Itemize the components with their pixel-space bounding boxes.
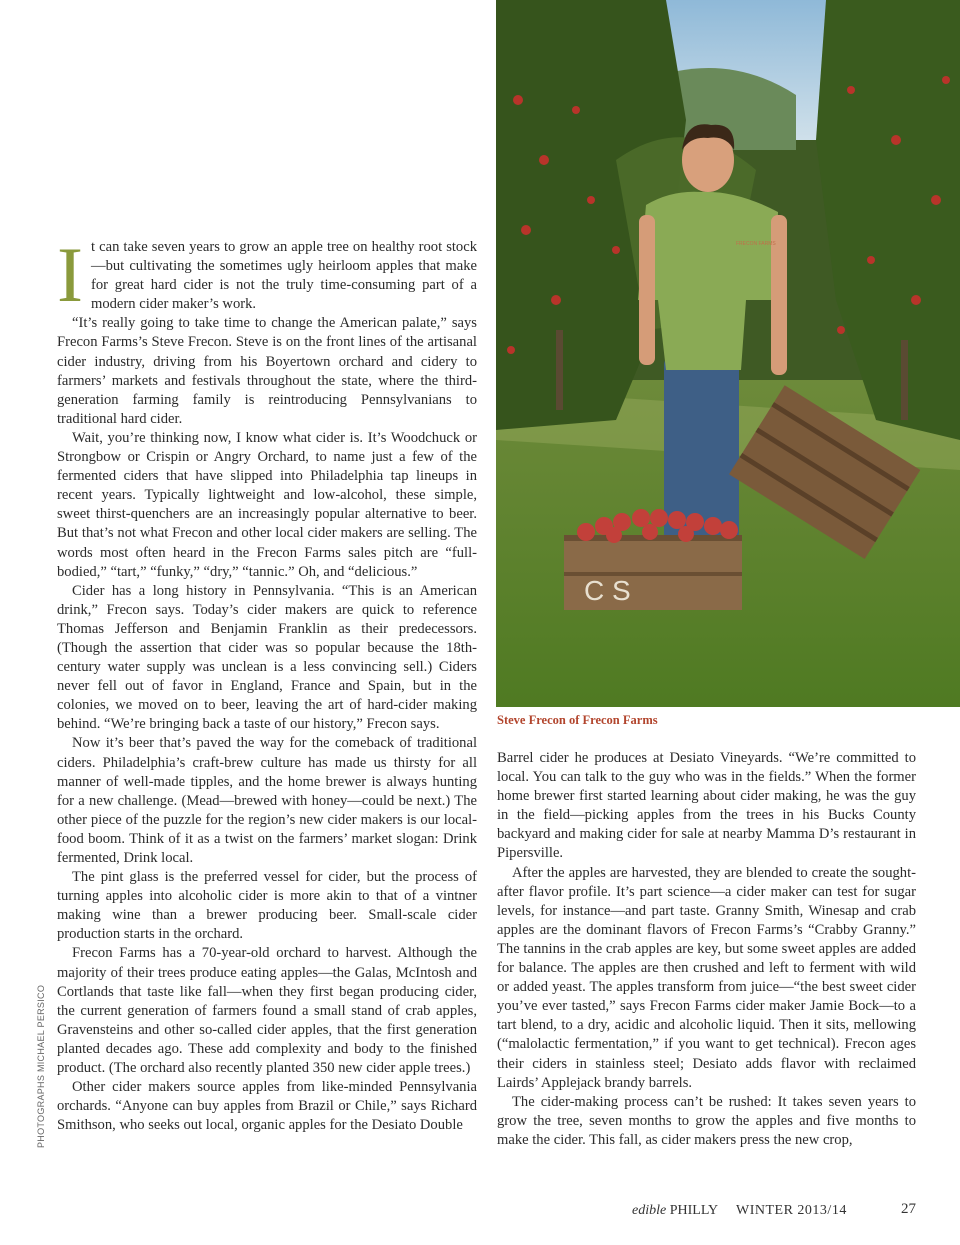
article-right-column bbox=[497, 749, 916, 1150]
paragraph-7: Frecon Farms has a 70-year-old orchard to harvest. Although the majority of their trees produce eating apples—the Galas, McIntosh and Cortlands that taste like fall—when they first began producing cider, the current generation of farmers found a small stand of crab apples, Gravensteins and other so-called cider apples, that the first generation planted decades ago. These add complexity and body to the finished product. (The orchard also recently planted 350 new cider apple trees.) bbox=[57, 945, 477, 1077]
paragraph-1: It can take seven years to grow an apple tree on healthy root stock—but cultivating the sometimes ugly heirloom apples that make for great hard cider is not the truly time-consuming part of a modern cider maker’s work. bbox=[57, 231, 477, 318]
paragraph-10: After the apples are harvested, they are blended to create the sought-after flavor profile. It’s part science—a cider maker can test for sugar levels, for instance—and part taste. Granny Smith, Winesap and crab apples are the dominant flavors of Frecon Farms’s “Crabby Granny.” The tannins in the crab apples are key, but some sweet apples are added for balance. The apples are then crushed and left to ferment with wild or added yeast. The apples transform from juice—“the best sweet cider you’ve ever tasted,” says Frecon Farms cider maker Jamie Bock—to a tart blend, to a dry, acidic and alcoholic liquid. Then it sits, mellowing (“malolactic fermentation,” if you want to get technical). Frecon ages their ciders in stainless steel; Desiato adds flavor with reclaimed Lairds’ Applejack brandy barrels. bbox=[497, 864, 916, 1091]
paragraph-3: Wait, you’re thinking now, I know what cider is. It’s Woodchuck or Strongbow or Crispin or Angry Orchard, to name just a few of the fermented ciders that have slipped into Philadelphia tap lineups in recent years. Typically lightweight and low-alcohol, these simple, sweet thirst-quenchers are an increasingly popular alternative to beer. But that’s not what Frecon and other local cider makers are selling. The words most often heard in the Frecon Farms sales pitch are “full-bodied,” “tart,” “funky,” “dry,” “tannic.” Oh, and “delicious.” bbox=[57, 429, 477, 580]
paragraph-5: Now it’s beer that’s paved the way for the comeback of traditional ciders. Philadelphia’s craft-brew culture has made us thirsty for all manner of well-made tipples, and the home brewer is always hunting for a new challenge. (Mead—brewed with honey—could be next.) The other piece of the puzzle for the region’s new cider makers is our local-food boom. Think of it as a twist on the farmers’ market slogan: Drink fermented, Drink local. bbox=[57, 735, 477, 866]
paragraph-2: “It’s really going to take time to change the American palate,” says Frecon Farms’s Steve Frecon. Steve is on the front lines of the artisanal cider industry, driving from his Boyertown orchard and cidery to farmers’ markets and festivals throughout the state, where the third-generation farming family is reintroducing Pennsylvanians to traditional hard cider. bbox=[57, 315, 477, 427]
svg-text:FRECON FARMS: FRECON FARMS bbox=[736, 241, 776, 247]
paragraph-9: Barrel cider he produces at Desiato Vineyards. “We’re committed to local. You can talk to the guy who was in the fields.” When the former home brewer first started learning about cider making, he was the guy in the field—picking apples from the trees in his Bucks County backyard and making cider for sale at nearby Mamma D’s restaurant in Pipersville. bbox=[497, 750, 916, 862]
paragraph-11: The cider-making process can’t be rushed: It takes seven years to grow the tree, seven months to grow the apples and five months to make the cider. This fall, as cider makers press the new crop, bbox=[497, 1093, 916, 1148]
photo-credit: PHOTOGRAPHS MICHAEL PERSICO bbox=[36, 984, 46, 1148]
orchard-photo bbox=[496, 0, 960, 707]
paragraph-6: The pint glass is the preferred vessel for cider, but the process of turning apples into alcoholic cider is more akin to that of a vintner making wine than a brewer producing beer. Small-scale cider production starts in the orchard. bbox=[57, 869, 477, 943]
svg-text:C S: C S bbox=[584, 575, 631, 606]
magazine-name: edible PHILLY bbox=[632, 1203, 719, 1218]
paragraph-8: Other cider makers source apples from like-minded Pennsylvania orchards. “Anyone can buy apples from Brazil or Chile,” says Richard Smithson, who seeks out local, organic apples for the Desiato Double bbox=[57, 1079, 477, 1134]
paragraph-4: Cider has a long history in Pennsylvania. “This is an American drink,” Frecon says. Today’s cider makers are quick to reference Thomas Jefferson and Benjamin Franklin as their predecessors. (Though the assertion that cider was so popular because the 18th-century water supply was unclean is a less convincing sell.) Ciders never fell out of favor in England, France and Spain, but in the colonies, we moved on to beer, leaving the art of hard-cider making behind. “We’re bringing back a taste of our history,” Frecon says. bbox=[57, 582, 477, 733]
issue-label: WINTER 2013/14 bbox=[736, 1203, 847, 1218]
page-number: 27 bbox=[901, 1201, 916, 1217]
photo-caption: Steve Frecon of Frecon Farms bbox=[497, 713, 658, 727]
drop-cap: I bbox=[57, 231, 83, 318]
article-left-column bbox=[57, 231, 477, 1135]
